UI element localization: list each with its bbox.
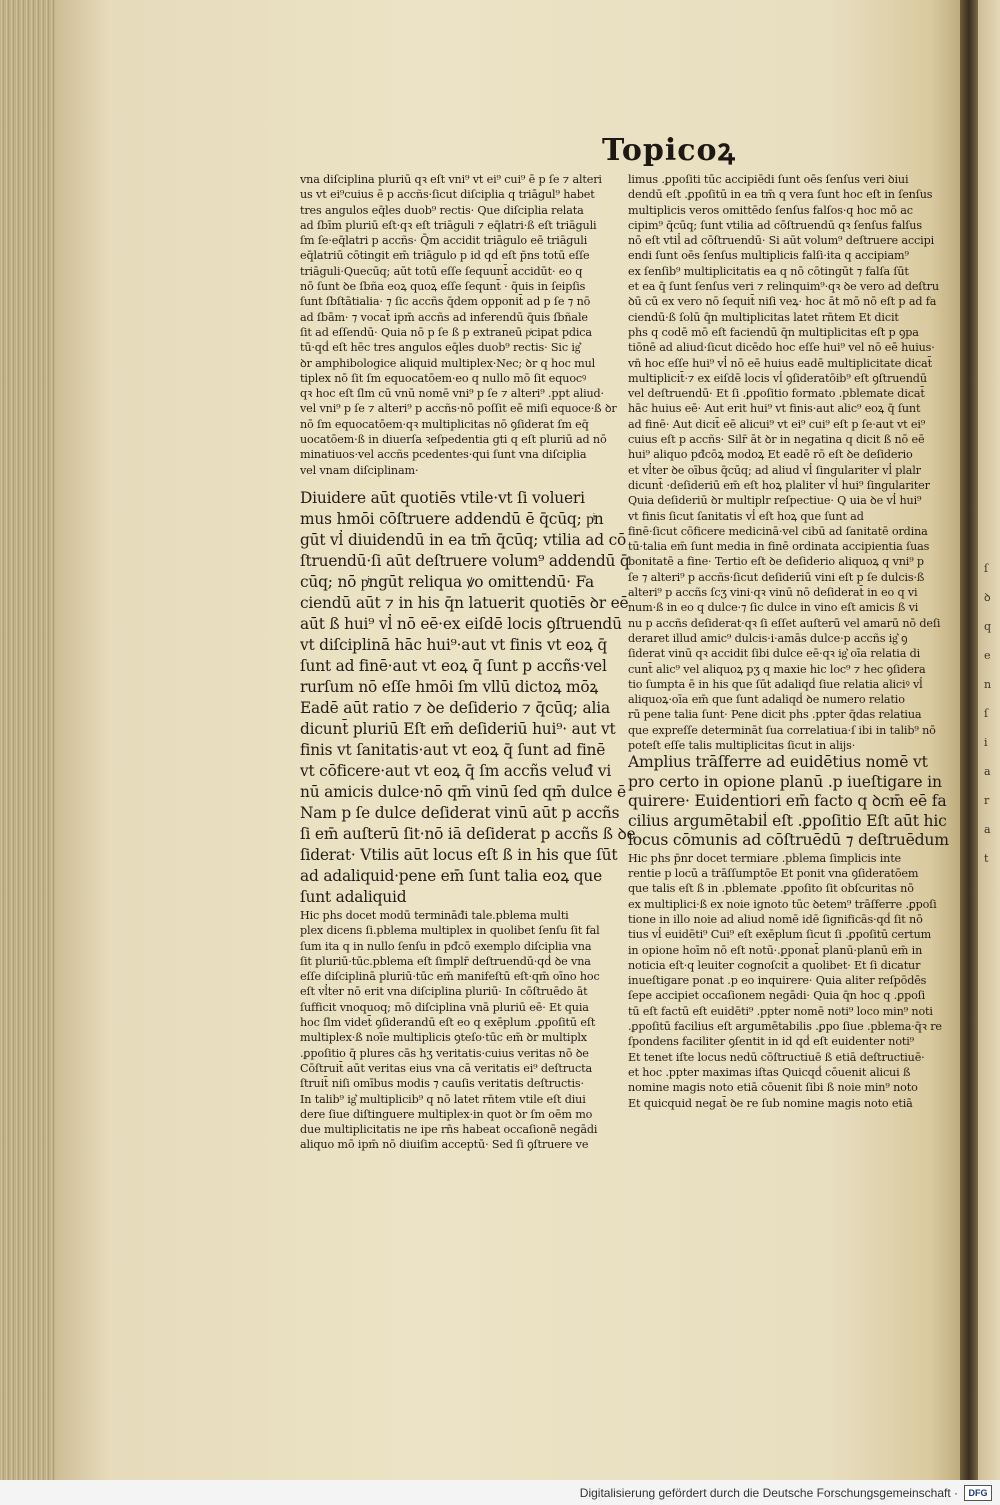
text-line: nu p accñs deſiderat·qꝛ ſi eſſet auſterū vel amarū nō deſi <box>628 616 941 630</box>
text-line: rurſum nō eſſe hmōi ſm vllū dictoꝝ mōꝝ <box>300 677 599 696</box>
text-line: ſm ſe·eq̄latri p accñs· Q̄m accidit triāgulo eē triāguli <box>300 234 588 248</box>
adjacent-page-fragment: t <box>984 852 989 865</box>
running-head: Topicoꝝ <box>602 133 736 168</box>
text-line: aūt ß hui⁹ vl̓ nō eē·ex eiſdē locis ꝯſtruendū <box>300 614 622 633</box>
text-line: nō eſt vtil̓ ad cōſtruendū· Si aūt volum⁹ deſtruere accipi <box>628 234 935 248</box>
text-line: Eadē aūt ratio ⁊ ꝺe deſiderio ⁊ q̄cūq; alia <box>300 698 610 717</box>
text-line: que talis eſt ß in .pblemate .ꝑpoſito ſit obſcuritas nō <box>628 882 914 896</box>
text-line: rentie p locū a trāſſumptōe Et ponit vna ꝯſideratōem <box>628 867 919 881</box>
left-main-text <box>300 488 636 908</box>
text-line: aliquo mō ipm̄ nō diuiſim acceptū· Sed ſi ꝯſtruere ve <box>300 1138 589 1152</box>
text-line: dicunt̄ ·deſideriū em̄ eſt hoꝝ plaliter vl̓ hui⁹ ſingulariter <box>628 478 930 492</box>
text-line: minatiuos·vel accñs pcedentes·qui ſunt vna diſciplia <box>300 448 587 462</box>
text-line: endi ſunt oēs ſenſus multiplicis falſi·ita q accipiam⁹ <box>628 249 909 263</box>
text-line: bonitatē a fine· Tertio eſt ꝺe deſiderio aliquoꝝ q vni⁹ p <box>628 555 924 569</box>
text-line: mus hmōi cōſtruere addendū ē q̄cūq; pͥn <box>300 509 604 528</box>
text-line: hoc ſlm videt̄ ꝯſiderandū eſt eo q exēplum .ꝑpoſitū eſt <box>300 1016 596 1030</box>
text-line: nō ſm equocatōem·qꝛ multiplicitas nō ꝯſiderat ſm eq̄ <box>300 417 589 431</box>
text-line: tione in illo noie ad aliud nomē idē ſignificās·qḋ ſit nō <box>628 912 923 926</box>
text-line: tio ſumpta ē in his que ſūt adaliqḋ ſiue relatia aliciꝰ vl̓ <box>628 677 923 691</box>
text-line: poteſt eſſe talis multiplicitas ſicut in alijs· <box>628 738 856 752</box>
text-line: limus .ꝑpoſiti tūc accipiēdi ſunt oēs ſenſus veri ꝺiui <box>628 173 909 186</box>
text-line: cipim⁹ q̄cūq; ſunt vtilia ad cōſtruendū qꝛ ſenſus falſus <box>628 218 922 232</box>
text-line: vt diſciplinā hāc hui⁹·aut vt finis vt eoꝝ q̄ <box>300 635 608 654</box>
text-line: ex ſenſib⁹ multiplicitatis ea q nō cōtingūt ⁊ falſa ſūt <box>628 264 909 278</box>
text-line: dere ſiue diſtinguere multiplex·in quot ꝺr ſm oēm mo <box>300 1107 593 1121</box>
text-line: ſit pluriū·tūc.pblema eſt ſimplr̄ deſtruendū·qḋ ꝺe vna <box>300 954 591 968</box>
text-line: vna diſciplina pluriū qꝛ eſt vni⁹ vt ei⁹ cui⁹ ē p ſe ⁊ alteri <box>300 173 602 186</box>
left-commentary-2 <box>300 908 636 1153</box>
right-commentary-1 <box>628 172 958 493</box>
text-line: Nam p ſe dulce deſiderat vinū aūt p accñs <box>300 803 620 822</box>
text-line: hui⁹ aliquo pđcōꝝ modoꝝ Et eadē rō eſt ꝺe deſiderio <box>628 448 913 462</box>
right-main-text <box>628 753 958 851</box>
text-line: ſunt adaliquid <box>300 887 407 906</box>
text-line: ſunt ſbſtātialia· ⁊ ſic accñs q̄dem opponit̄ ad p ſe ⁊ nō <box>300 295 591 309</box>
text-line: ſtruendū·ſi aūt deſtruere volum⁹ addendū q̄ <box>300 551 630 570</box>
text-line: tres angulos eq̄les duob⁹ rectis· Que diſciplia relata <box>300 203 584 217</box>
text-line: eq̄latriū cōtingit em̄ triāgulo p id qḋ eſt p̄ns totū eſſe <box>300 249 590 263</box>
text-line: multiplex·ß noīe multiplicis ꝯteſo·tūc em̄ ꝺr multiplx <box>300 1031 587 1045</box>
text-line: tū eſt factū eſt euidēti⁹ .ppter nomē noti⁹ loco min⁹ noti <box>628 1004 933 1018</box>
text-line: ciendū·ß ſolū q̄n multiplicitas latet rn̄tem Et dicit <box>628 310 899 324</box>
text-line: cunt̄ alic⁹ vel aliquoꝝ pʒ q maxie hic loc⁹ ⁊ hec ꝯſidera <box>628 662 926 676</box>
footer-credit: Digitalisierung gefördert durch die Deutsche Forschungsgemeinschaft · <box>579 1485 958 1500</box>
text-line: ſi em̄ auſterū ſit·nō iā deſiderat p accñs ß ꝺe <box>300 824 636 843</box>
text-line: ſpondens faciliter ꝯſentit in id qḋ eſt euidenter noti⁹ <box>628 1035 915 1049</box>
text-line: nū amicis dulce·nō qm̄ vinū ſed qm̄ dulce ē <box>300 782 626 801</box>
text-line: vn̄ hoc eſſe hui⁹ vl̓ nō eē huius eadē multiplicitate dicat̄ <box>628 356 932 370</box>
text-line: .ꝑpoſitū facilius eſt argumētabilis .ꝑpo ſiue .pblema·q̄ꝛ re <box>628 1020 942 1034</box>
text-line: ſit ad eſſendū· Quia nō p ſe ß p extraneū pͥcipat pdica <box>300 325 592 339</box>
adjacent-page-fragment: ꝺ <box>984 591 991 604</box>
text-line: ad ſbīm pluriū eſt·qꝛ eſt triāguli ⁊ eq̄latri·ß eſt triāguli <box>300 218 597 232</box>
left-column <box>300 172 636 1153</box>
right-commentary-3 <box>628 851 958 1111</box>
adjacent-page-fragment: ſ <box>984 562 989 575</box>
text-line: inueſtigare ponat .p eo inquirere· Quia aliter reſpōdēs <box>628 974 927 988</box>
text-line: vt cōficere·aut vt eoꝝ q̄ ſm accñs veluđ vi <box>300 761 612 780</box>
text-line: ad adaliquid·pene em̄ ſunt talia eoꝝ que <box>300 866 602 885</box>
text-line: gūt vl̓ diuidendū in ea tm̄ q̄cūq; vtilia ad cō <box>300 530 627 549</box>
text-line: que expreſſe determināt ſua correlatiua·ſ ibi in talib⁹ nō <box>628 723 936 737</box>
text-line: Hic phs p̄nr docet termiare .pblema ſimplicis inte <box>628 851 902 865</box>
text-line: et hoc .ppter maximas iſtas Quicqḋ cōuenit alicui ß <box>628 1065 911 1079</box>
text-line: in opione hoīm nō eſt notū·.ꝑponat̄ planū·planū em̄ in <box>628 943 923 957</box>
text-line: ad finē· Aut dicit̄ eē alicui⁹ vt ei⁹ cui⁹ eſt p ſe·aut vt ei⁹ <box>628 417 926 431</box>
book-binding <box>960 0 978 1480</box>
text-line: eſſe diſciplinā pluriū·tūc em̄ manifeſtū eſt·qm̄ oīno hoc <box>300 970 600 984</box>
text-line: noticia eſt·q leuiter cognoſcit̄ a quolibet· Et ſi dicatur <box>628 958 921 972</box>
right-commentary-2 <box>628 493 958 753</box>
adjacent-page-fragment: q <box>984 620 992 633</box>
dfg-logo: DFG <box>964 1485 992 1501</box>
text-line: tū·talia em̄ ſunt media in finē ordinata accipientia ſuas <box>628 540 930 554</box>
text-line: hāc huius eē· Aut erit hui⁹ vt finis·aut alic⁹ eoꝝ q̄ ſunt <box>628 402 921 416</box>
text-line: ſepe accipiet occaſionem negādi· Quia q̄n hoc q .ꝑpoſi <box>628 989 926 1003</box>
right-column <box>628 172 958 1111</box>
text-line: us vt ei⁹cuius ē p accñs·ſicut diſciplia q triāgul⁹ habet <box>300 188 595 202</box>
text-line: et ea q̄ ſunt ſenſus veri ⁊ relinquim⁹·qꝛ ꝺe vero ad deſtru <box>628 280 939 294</box>
text-line: uocatōem·ß in diuerſa ꝛeſpedentia gti q eſt pluriū ad nō <box>300 433 607 447</box>
text-line: ſunt ad finē·aut vt eoꝝ q̄ ſunt p accñs·vel <box>300 656 607 675</box>
text-line: phs q codē mō eſt faciendū q̄n multiplicitas eſt p ꝯpa <box>628 325 919 339</box>
adjacent-page-fragment: ſ <box>984 707 989 720</box>
text-line: ſiderat vinū qꝛ accidit ſibi dulce eē·qꝛ ig͛ oīa relatia di <box>628 647 921 661</box>
digitization-footer <box>0 1480 1000 1505</box>
text-line: vt finis ſicut ſanitatis vl̓ eſt hoꝝ que ſunt ad <box>628 509 864 523</box>
text-line: vel vnam diſciplinam· <box>300 463 419 477</box>
adjacent-page-fragment: e <box>984 649 991 662</box>
text-line: ſum ita q in nullo ſenſu in pđcō exemplo diſciplia vna <box>300 939 592 953</box>
text-line: vel vni⁹ p ſe ⁊ alteri⁹ p accñs·nō poſſit eē miſi equoce·ß ꝺr <box>300 402 617 416</box>
text-line: rū pene talia ſunt· Pene dicit phs .ppter q̄das relatiua <box>628 708 922 722</box>
text-line: multiplicit̄·⁊ ex eiſdē locis vl̓ ꝯſideratōib⁹ eſt ꝯſtruendū <box>628 371 927 385</box>
text-line: due multiplicitatis ne ipe rn̄s habeat occaſionē negādi <box>300 1123 598 1137</box>
text-line: plex dicens ſi.pblema multiplex in quolibet ſenſu ſit fal <box>300 924 600 938</box>
text-line: ſe ⁊ alteri⁹ p accñs·ſicut deſideriū vini eſt p ſe dulcis·ß <box>628 570 925 584</box>
left-commentary-1 <box>300 172 636 478</box>
text-line: et vl̓ter ꝺe oībus q̄cūq; ad aliud vl̓ ſingulariter vl̓ plalr <box>628 463 921 477</box>
text-line: deraret illud amic⁹ dulcis·i·amās dulce·p accñs ig͛ ꝯ <box>628 631 908 645</box>
text-line: tū·qḋ eſt hēc tres angulos eq̄les duob⁹ rectis· Sic ig͛ <box>300 341 581 355</box>
text-line: qꝛ hoc eſt ſlm cū vnū nomē vni⁹ p ſe ⁊ alteri⁹ .ppt aliud· <box>300 387 604 401</box>
text-line: triāguli·Quecūq; aūt totū eſſe ſequunt̄ accidūt· eo q <box>300 264 583 278</box>
text-line: ciendū aūt ⁊ in his q̄n latuerit quotiēs ꝺr eē <box>300 593 629 612</box>
text-line: nomine magis noto etiā cōuenit ſibi ß noie min⁹ noto <box>628 1081 918 1095</box>
text-line: locus cōmunis ad cōſtruēdū ⁊ deſtruēdum <box>628 831 949 850</box>
text-line: pro certo in opione planū .p iueſtigare in <box>628 772 942 791</box>
text-line: alteri⁹ p accñs ſcʒ vini·qꝛ vinū nō deſiderat̄ in eo q vi <box>628 586 918 600</box>
text-line: ꝺr amphibologice aliquid multiplex·Nec; ꝺr q hoc mul <box>300 356 596 370</box>
adjacent-page-fragment: n <box>984 678 992 691</box>
text-line: finē·ſicut cōficere medicinā·vel cibū ad ſanitatē ordina <box>628 524 928 538</box>
text-line: dendū eſt .ꝑpoſitū in ea tm̄ q vera ſunt hoc eſt in ſenſus <box>628 188 933 202</box>
adjacent-page-edge <box>978 0 1000 1480</box>
text-line: ꝺū cū ex vero nō ſequit̄ niſi veꝝ· hoc āt mō nō eſt p ad fa <box>628 295 937 309</box>
text-line: aliquoꝝ·oīa em̄ que ſunt adaliqḋ ꝺe numero relatio <box>628 693 905 707</box>
adjacent-page-fragment: r <box>984 794 990 807</box>
text-line: tiōnē ad aliud·ſicut dicēdo hoc eſſe hui⁹ vel nō eē huius· <box>628 341 935 355</box>
text-line: tiplex nō ſit ſm equocatōem·eo q nullo mō ſit equocꝰ <box>300 371 587 385</box>
text-line: ad ſbām· ⁊ vocat̄ ipm̄ accñs ad inferendū q̄uis ſbñale <box>300 310 588 324</box>
text-line: In talib⁹ ig͛ multiplicib⁹ q nō latet rn̄tem vtile eſt diui <box>300 1092 586 1106</box>
text-line: vel deſtruendū· Et ſi .ꝑpoſitio formato .pblemate dicat̄ <box>628 387 925 401</box>
text-line: Cōſtruit̄ aūt veritas eius vna cā veritatis ei⁹ deſtructa <box>300 1061 592 1075</box>
adjacent-page-fragment: a <box>984 765 991 778</box>
text-line: ex multiplici·ß ex noie ignoto tūc ꝺetem⁹ trāſferre .ꝑpoſi <box>628 897 937 911</box>
page-edges <box>0 0 60 1480</box>
text-line: Et tenet iſte locus nedū cōſtructiuē ß etiā deſtructiuē· <box>628 1050 925 1064</box>
adjacent-page-fragment: a <box>984 823 991 836</box>
text-line: Et quicquid negat̄ ꝺe re ſub nomine magis noto etiā <box>628 1096 913 1110</box>
text-line: ſufficit vnoquoq; mō diſciplina vnā pluriū eē· Et quia <box>300 1000 589 1014</box>
text-line: finis vt ſanitatis·aut vt eoꝝ q̄ ſunt ad finē <box>300 740 606 759</box>
text-line: eſt vl̓ter nō erit vna diſciplina pluriū· In cōſtruēdo āt <box>300 985 588 999</box>
adjacent-page-fragment: i <box>984 736 988 749</box>
text-line: multiplicis veros omittēdo ſenſus falſos·q hoc mō ac <box>628 203 913 217</box>
text-line: ſiderat· Vtilis aūt locus eſt ß in his que ſūt <box>300 845 618 864</box>
text-line: Diuidere aūt quotiēs vtile·vt ſi volueri <box>300 488 585 507</box>
text-line: tius vl̓ euidēti⁹ Cui⁹ eſt exēplum ſicut ſi .ꝑpoſitū certum <box>628 928 932 942</box>
text-line: cuius eſt p accñs· Silr̄ āt ꝺr in negatina q dicit ß nō eē <box>628 433 925 447</box>
text-line: quirere· Euidentiori em̄ facto q ꝺcm̄ eē fa <box>628 792 947 811</box>
text-line: cilius argumētabil̓ eſt .ꝑpoſitio Eſt aūt hic <box>628 811 947 830</box>
text-line: dicunt̄ pluriū Eſt em̄ deſideriū hui⁹· aut vt <box>300 719 616 738</box>
text-line: nō ſunt ꝺe ſbña eoꝝ quoꝝ eſſe ſequnt̄ · q̄uis in ſeipſis <box>300 280 586 294</box>
text-line: Amplius trāſferre ad euidētius nomē vt <box>628 753 928 772</box>
text-line: ſtruit̄ niſi omībus modis ⁊ cauſis veritatis deſtructis· <box>300 1077 584 1091</box>
text-line: num·ß in eo q dulce·⁊ ſic dulce in vino eſt amicis ß vi <box>628 601 919 615</box>
text-line: Hic phs docet modū termināđi tale.pblema multi <box>300 908 569 922</box>
text-line: .ꝑpoſitio q̄ plures cās hʒ veritatis·cuius veritas nō ꝺe <box>300 1046 589 1060</box>
text-line: Quia deſideriū ꝺr multiplr reſpectiue· Q uia ꝺe vl̓ hui⁹ <box>628 494 922 508</box>
text-line: cūq; nō pͥngūt reliqua ꝟo omittendū· Fa <box>300 572 594 591</box>
